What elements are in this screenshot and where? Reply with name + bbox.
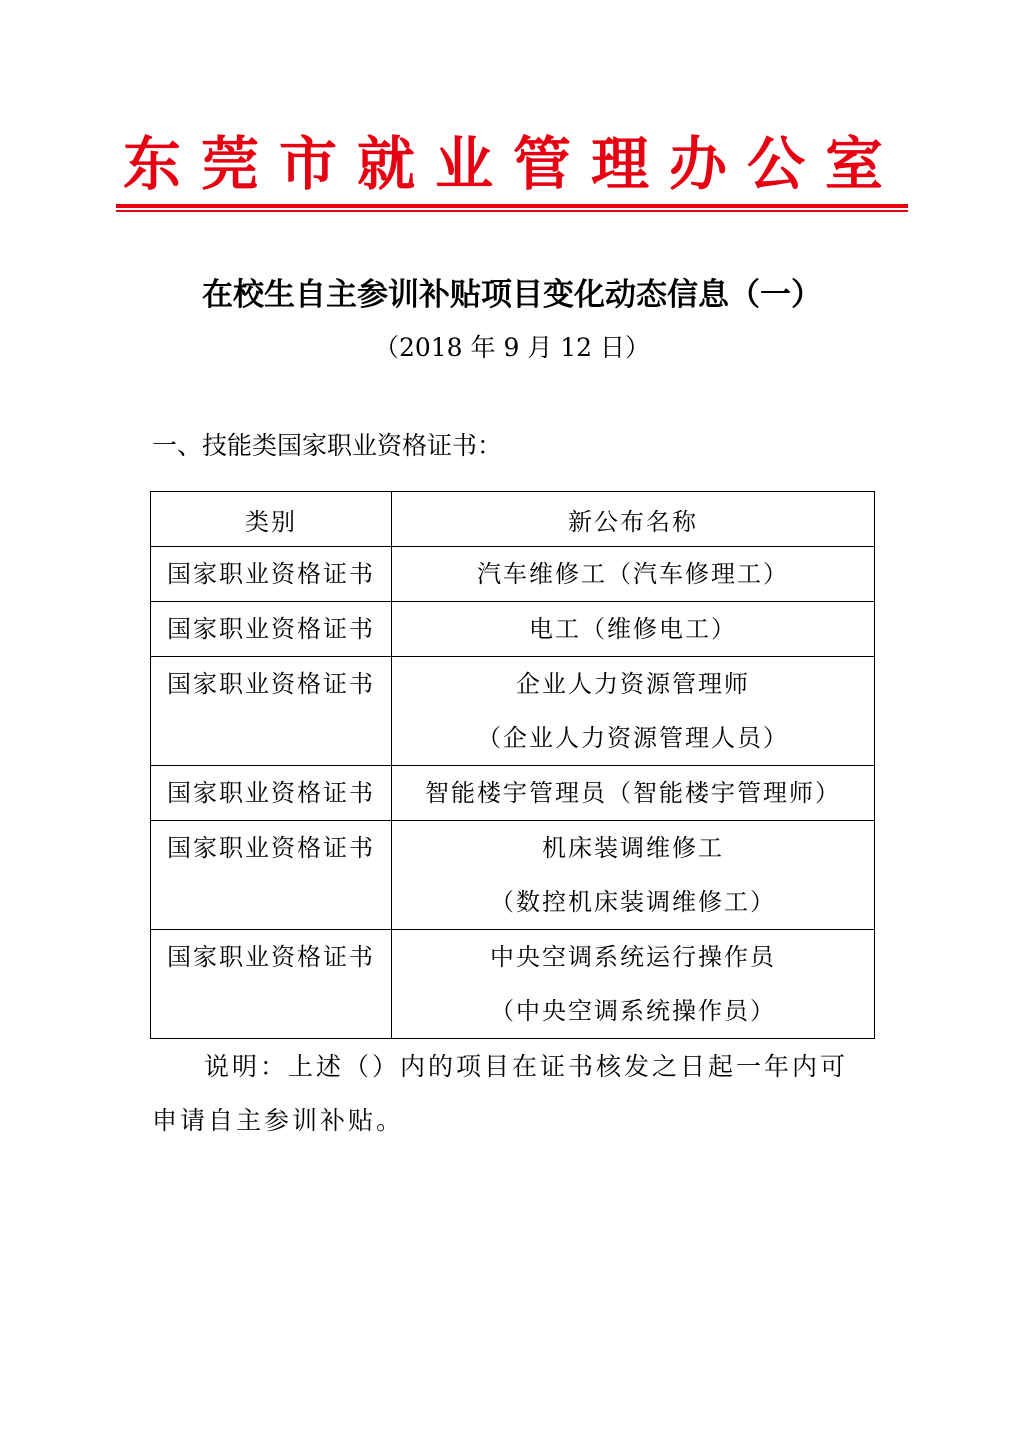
- table-row: [151, 930, 875, 1039]
- row-category: 国家职业资格证书: [151, 930, 392, 1039]
- certificate-table: [150, 491, 875, 1039]
- table-header-row: [151, 492, 875, 547]
- row-name-line: 企业人力资源管理师: [516, 670, 750, 698]
- row-name-line: （数控机床装调维修工）: [490, 888, 776, 916]
- header-rule-thin: [116, 210, 908, 212]
- document-title: 在校生自主参训补贴项目变化动态信息（一）: [202, 277, 822, 313]
- table-row: [151, 766, 875, 821]
- row-name: [392, 547, 875, 602]
- row-name-line: 汽车维修工（汽车修理工）: [477, 560, 789, 588]
- row-name-line: （中央空调系统操作员）: [490, 997, 776, 1025]
- row-name-line: 机床装调维修工: [542, 834, 724, 862]
- row-name: [392, 657, 875, 766]
- row-name-line: 智能楼宇管理员（智能楼宇管理师）: [425, 779, 841, 807]
- table-row: [151, 602, 875, 657]
- table-row: [151, 547, 875, 602]
- agency-header: 东莞市就业管理办公室: [122, 130, 903, 198]
- table-row: [151, 657, 875, 766]
- table-row: [151, 821, 875, 930]
- header-name: 新公布名称: [392, 492, 875, 547]
- header-rule-thick: [116, 204, 908, 208]
- row-category: 国家职业资格证书: [151, 657, 392, 766]
- section-heading: 一、技能类国家职业资格证书：: [152, 431, 503, 460]
- row-category: 国家职业资格证书: [151, 821, 392, 930]
- row-name: [392, 821, 875, 930]
- row-name: [392, 930, 875, 1039]
- explanatory-note: 说明：上述（）内的项目在证书核发之日起一年内可申请自主参训补贴。: [152, 1052, 849, 1135]
- row-name-line: （企业人力资源管理人员）: [477, 724, 789, 752]
- row-name: [392, 766, 875, 821]
- row-category: 国家职业资格证书: [151, 766, 392, 821]
- row-name: [392, 602, 875, 657]
- row-name-line: 电工（维修电工）: [529, 615, 737, 643]
- row-name-line: 中央空调系统运行操作员: [490, 943, 776, 971]
- row-category: 国家职业资格证书: [151, 547, 392, 602]
- header-category: 类别: [151, 492, 392, 547]
- row-category: 国家职业资格证书: [151, 602, 392, 657]
- document-date: （2018 年 9 月 12 日）: [373, 333, 651, 362]
